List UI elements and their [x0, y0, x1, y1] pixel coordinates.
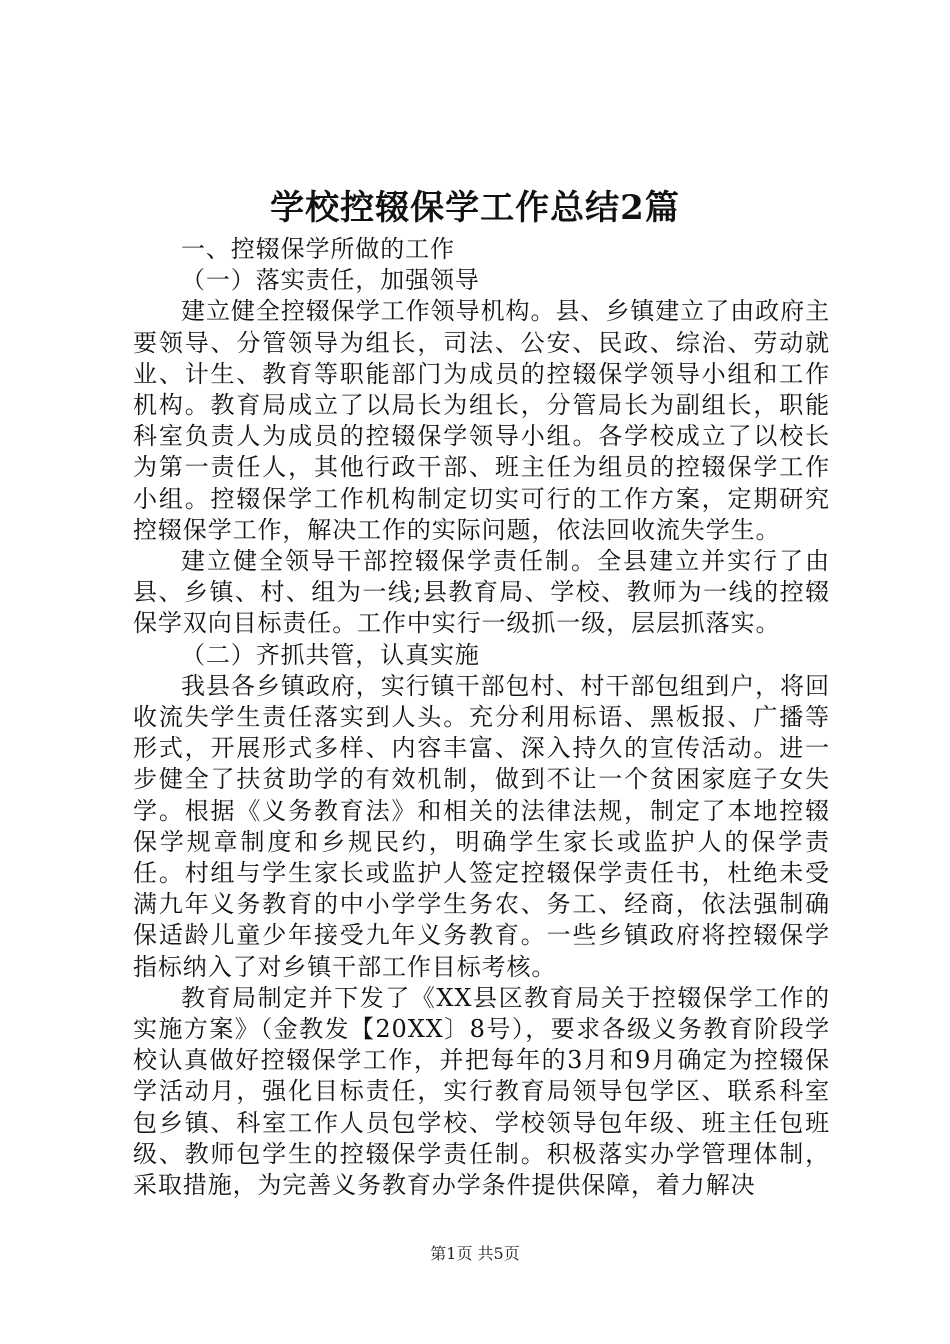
body-paragraph: 建立健全领导干部控辍保学责任制。全县建立并实行了由县、乡镇、村、组为一线;县教育局、学校、教师为一线的控辍保学双向目标责任。工作中实行一级抓一级，层层抓落实。 — [133, 547, 830, 638]
section-heading: 一、控辍保学所做的工作 — [181, 235, 455, 263]
page-number-footer: 第1页 共5页 — [430, 1244, 520, 1263]
subsection-heading: （二）齐抓共管，认真实施 — [181, 640, 480, 669]
body-paragraph: 教育局制定并下发了《XX县区教育局关于控辍保学工作的实施方案》（金教发【20XX〕8号），要求各级义务教育阶段学校认真做好控辍保学工作，并把每年的3月和9月确定为控辍保学活动月，强化目标责任，实行教育局领导包学区、联系科室包乡镇、科室工作人员包学校、学校领导包年级、班主任包班级、教师包学生的控辍保学责任制。积极落实办学管理体制，采取措施，为完善义务教育办学条件提供保障，着力解决 — [133, 983, 830, 1200]
subsection-heading: （一）落实责任，加强领导 — [181, 266, 480, 295]
document-body — [133, 234, 830, 1201]
body-paragraph: 我县各乡镇政府，实行镇干部包村、村干部包组到户，将回收流失学生责任落实到人头。充分利用标语、黑板报、广播等形式，开展形式多样、内容丰富、深入持久的宣传活动。进一步健全了扶贫助学的有效机制，做到不让一个贫困家庭子女失学。根据《义务教育法》和相关的法律法规，制定了本地控辍保学规章制度和乡规民约，明确学生家长或监护人的保学责任。村组与学生家长或监护人签定控辍保学责任书，杜绝未受满九年义务教育的中小学学生务农、务工、经商，依法强制确保适龄儿童少年接受九年义务教育。一些乡镇政府将控辍保学指标纳入了对乡镇干部工作目标考核。 — [133, 671, 830, 981]
body-paragraph: 建立健全控辍保学工作领导机构。县、乡镇建立了由政府主要领导、分管领导为组长，司法、公安、民政、综治、劳动就业、计生、教育等职能部门为成员的控辍保学领导小组和工作机构。教育局成立了以局长为组长，分管局长为副组长，职能科室负责人为成员的控辍保学领导小组。各学校成立了以校长为第一责任人，其他行政干部、班主任为组员的控辍保学工作小组。控辍保学工作机构制定切实可行的工作方案，定期研究控辍保学工作，解决工作的实际问题，依法回收流失学生。 — [133, 297, 830, 544]
document-title: 学校控辍保学工作总结2篇 — [270, 188, 680, 228]
